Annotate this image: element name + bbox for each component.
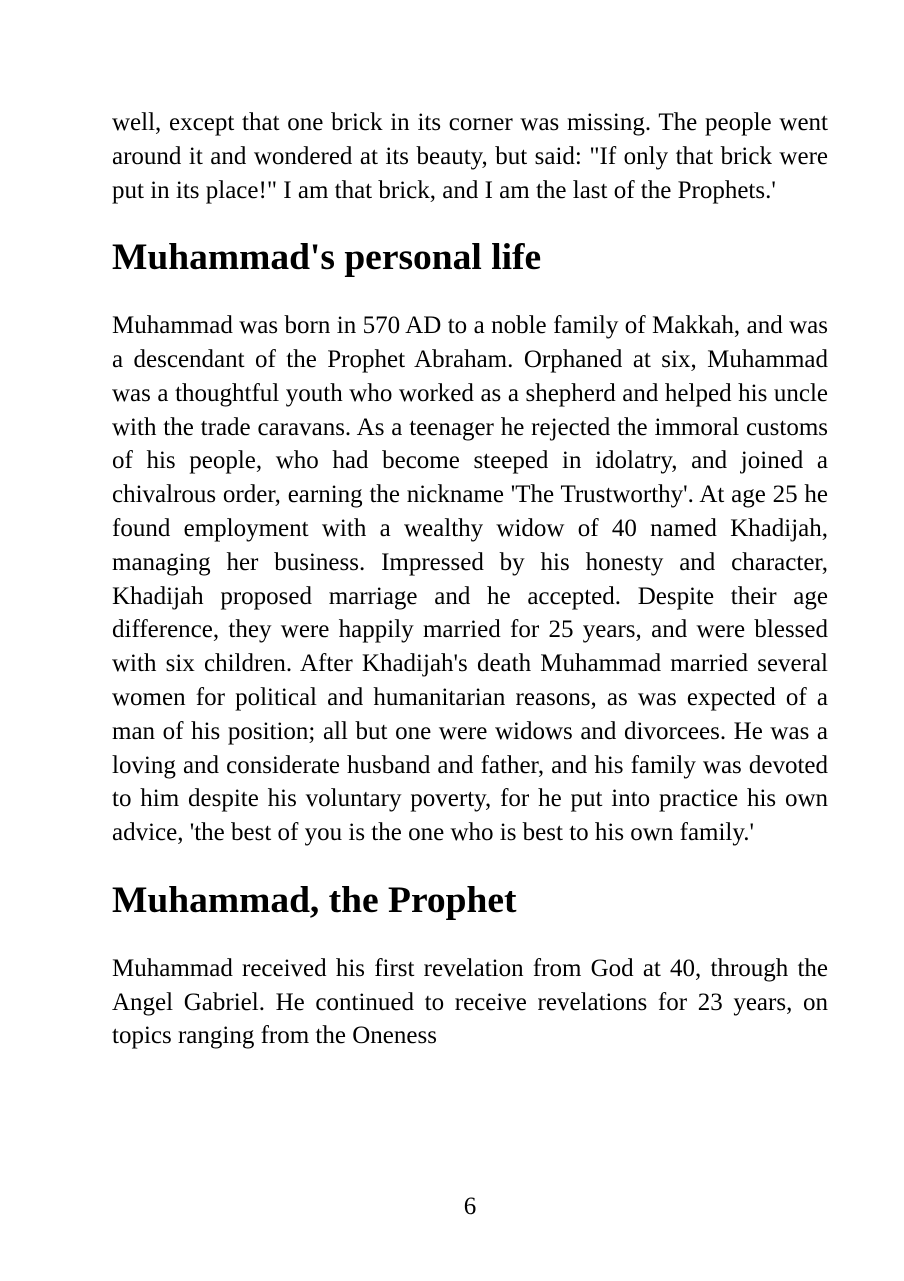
page-body	[112, 106, 828, 1053]
paragraph-personal-life: Muhammad was born in 570 AD to a noble family of Makkah, and was a descendant of the Prophet Abraham. Orphaned at six, Muhammad was a thoughtful youth who worked as a shepherd and helped his uncle with the trade caravans. As a teenager he rejected the immoral customs of his people, who had become steeped in idolatry, and joined a chivalrous order, earning the nickname 'The Trustworthy'. At age 25 he found employment with a wealthy widow of 40 named Khadijah, managing her business. Impressed by his honesty and character, Khadijah proposed marriage and he accepted. Despite their age difference, they were happily married for 25 years, and were blessed with six children. After Khadijah's death Muhammad married several women for political and humanitarian reasons, as was expected of a man of his position; all but one were widows and divorcees. He was a loving and considerate husband and father, and his family was devoted to him despite his voluntary poverty, for he put into practice his own advice, 'the best of you is the one who is best to his own family.'	[112, 312, 828, 847]
spacer	[112, 275, 828, 309]
spacer	[112, 918, 828, 952]
spacer	[112, 850, 828, 884]
heading-the-prophet: Muhammad, the Prophet	[112, 879, 517, 921]
heading-personal-life: Muhammad's personal life	[112, 237, 542, 279]
page-number: 6	[463, 1193, 477, 1220]
paragraph-first-revelation: Muhammad received his first revelation from God at 40, through the Angel Gabriel. He continued to receive revelations for 23 years, on topics ranging from the Oneness	[112, 954, 828, 1050]
paragraph-brick-parable: well, except that one brick in its corner was missing. The people went around it and wondered at its beauty, but said: "If only that brick were put in its place!" I am that brick, and I am the last of the Prophets.'	[112, 109, 828, 204]
spacer	[112, 207, 828, 241]
